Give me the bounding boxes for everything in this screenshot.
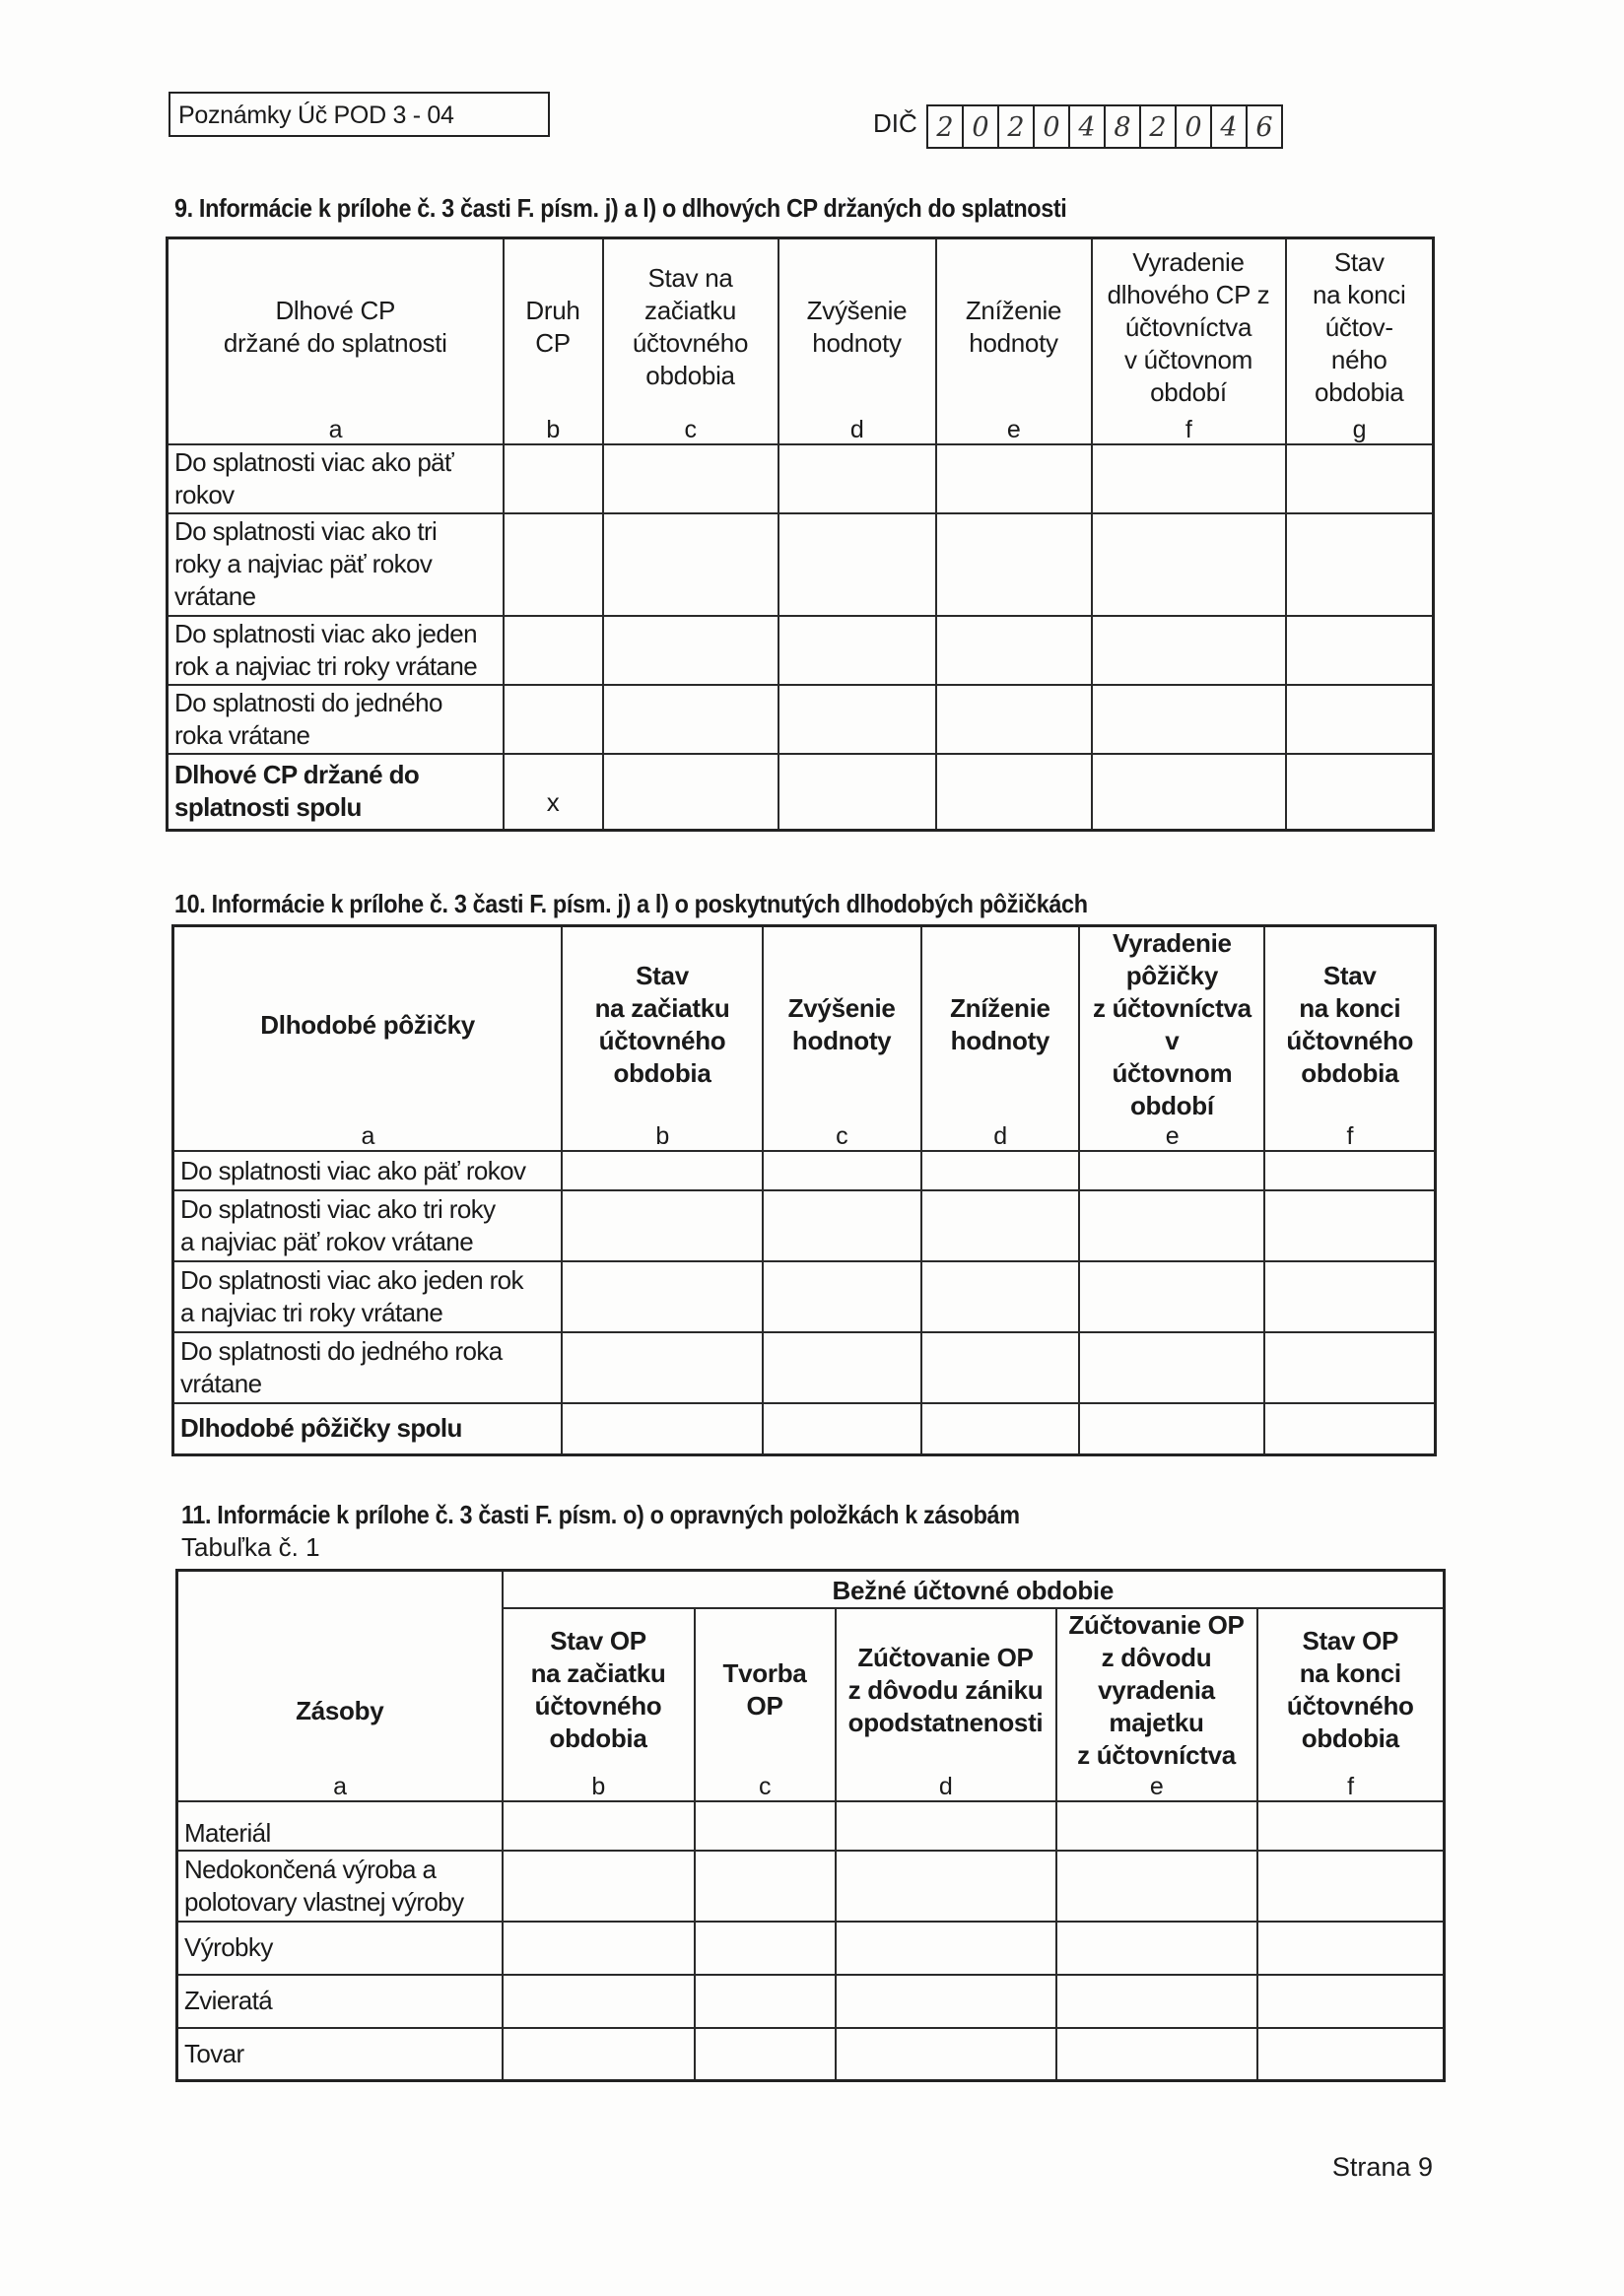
row-label: Do splatnosti do jedného roka vrátane xyxy=(173,1332,563,1403)
cell xyxy=(1286,685,1434,754)
row-label: Materiál xyxy=(177,1801,503,1851)
dic-label: DIČ xyxy=(873,108,917,138)
col-letter: f xyxy=(1264,1122,1435,1151)
cell xyxy=(1286,616,1434,685)
col-letter: a xyxy=(168,416,504,444)
col-header-disposal: Vyradenie dlhového CP z účtovníctva v účtovnom období xyxy=(1092,238,1286,416)
col-letter: e xyxy=(936,416,1092,444)
cell xyxy=(1286,444,1434,513)
cell xyxy=(503,1851,695,1922)
cell xyxy=(836,2028,1056,2081)
col-letter: d xyxy=(921,1122,1080,1151)
cell xyxy=(695,1851,836,1922)
cell xyxy=(695,1801,836,1851)
section-11-subtitle: Tabuľka č. 1 xyxy=(181,1532,320,1562)
row-label: Zvieratá xyxy=(177,1975,503,2028)
col-letter: c xyxy=(695,1772,836,1801)
cell xyxy=(562,1151,762,1190)
col-letter: f xyxy=(1257,1772,1445,1801)
cell xyxy=(504,685,603,754)
document-label: Poznámky Úč POD 3 - 04 xyxy=(178,101,454,129)
cell xyxy=(603,513,778,616)
page-number: Strana 9 xyxy=(1331,2152,1433,2182)
table-row xyxy=(177,2028,1445,2081)
table-row xyxy=(168,513,1434,616)
group-header-current-period: Bežné účtovné obdobie xyxy=(503,1571,1445,1608)
row-label: Tovar xyxy=(177,2028,503,2081)
col-letter: b xyxy=(504,416,603,444)
row-label: Do splatnosti viac ako tri roky a najviac päť rokov vrátane xyxy=(168,513,504,616)
cell xyxy=(836,1975,1056,2028)
col-header-start: Stav na začiatku účtovného obdobia xyxy=(603,238,778,416)
cell xyxy=(504,616,603,685)
cell xyxy=(1286,513,1434,616)
col-header-op-settlement-disposal: Zúčtovanie OP z dôvodu vyradenia majetku z účtovníctva xyxy=(1056,1608,1257,1772)
cell xyxy=(1264,1332,1435,1403)
dic-digit: 4 xyxy=(1212,106,1248,147)
cell xyxy=(1056,1801,1257,1851)
col-header-end: Stav na konci účtov- ného obdobia xyxy=(1286,238,1434,416)
col-header-op-end: Stav OP na konci účtovného obdobia xyxy=(1257,1608,1445,1772)
row-label: Do splatnosti viac ako jeden rok a najviac tri roky vrátane xyxy=(168,616,504,685)
cell xyxy=(1079,1332,1264,1403)
table-inventory-provisions xyxy=(175,1569,1446,2082)
cell xyxy=(562,1261,762,1332)
cell xyxy=(1056,2028,1257,2081)
cell xyxy=(1092,513,1286,616)
section-9-title: 9. Informácie k prílohe č. 3 časti F. písm. j) a l) o dlhových CP držaných do splatnosti xyxy=(174,193,1067,223)
col-letter: b xyxy=(503,1772,695,1801)
col-header-increase: Zvýšenie hodnoty xyxy=(778,238,936,416)
col-header-debt-cp: Dlhové CP držané do splatnosti xyxy=(168,238,504,416)
table-row xyxy=(168,685,1434,754)
cell xyxy=(1264,1261,1435,1332)
table-row xyxy=(177,1922,1445,1975)
cell xyxy=(503,2028,695,2081)
row-label: Nedokončená výroba a polotovary vlastnej výroby xyxy=(177,1851,503,1922)
section-11-title: 11. Informácie k prílohe č. 3 časti F. písm. o) o opravných položkách k zásobám xyxy=(181,1500,1020,1529)
cell xyxy=(1079,1190,1264,1261)
row-label: Do splatnosti viac ako jeden rok a najviac tri roky vrátane xyxy=(173,1261,563,1332)
table-row xyxy=(173,1190,1436,1261)
cell xyxy=(1092,685,1286,754)
col-letter: e xyxy=(1079,1122,1264,1151)
cell xyxy=(921,1151,1080,1190)
table-row xyxy=(177,1975,1445,2028)
cell xyxy=(1257,2028,1445,2081)
col-header-op-start: Stav OP na začiatku účtovného obdobia xyxy=(503,1608,695,1772)
cell xyxy=(1257,1922,1445,1975)
cell xyxy=(1257,1851,1445,1922)
row-label: Do splatnosti viac ako tri roky a najviac päť rokov vrátane xyxy=(173,1190,563,1261)
dic-digit: 2 xyxy=(1141,106,1177,147)
cell xyxy=(1264,1190,1435,1261)
col-letter: a xyxy=(173,1122,563,1151)
cell xyxy=(504,513,603,616)
table-debt-securities xyxy=(166,236,1435,832)
cell xyxy=(1092,616,1286,685)
col-header-disposal: Vyradenie pôžičky z účtovníctva v účtovnom období xyxy=(1079,926,1264,1123)
col-header-decrease: Zníženie hodnoty xyxy=(921,926,1080,1123)
cell xyxy=(1056,1851,1257,1922)
cell xyxy=(921,1332,1080,1403)
table-row xyxy=(177,1851,1445,1922)
col-header-op-creation: Tvorba OP xyxy=(695,1608,836,1772)
cell xyxy=(1092,444,1286,513)
cell xyxy=(1056,1922,1257,1975)
row-label-total: Dlhové CP držané do splatnosti spolu xyxy=(168,754,504,831)
row-label: Do splatnosti viac ako päť rokov xyxy=(173,1151,563,1190)
cell xyxy=(695,1975,836,2028)
col-header-end: Stav na konci účtovného obdobia xyxy=(1264,926,1435,1123)
cell xyxy=(778,616,936,685)
cell xyxy=(1264,1403,1435,1454)
cell xyxy=(504,444,603,513)
col-letter: g xyxy=(1286,416,1434,444)
cell xyxy=(936,616,1092,685)
cell xyxy=(778,444,936,513)
col-letter: b xyxy=(562,1122,762,1151)
col-letter: e xyxy=(1056,1772,1257,1801)
cell xyxy=(836,1922,1056,1975)
cell xyxy=(836,1801,1056,1851)
cell xyxy=(836,1851,1056,1922)
table-row-total xyxy=(168,754,1434,831)
cell xyxy=(778,754,936,831)
cell xyxy=(778,513,936,616)
table-row xyxy=(177,1801,1445,1851)
cell xyxy=(1056,1975,1257,2028)
cell xyxy=(1286,754,1434,831)
cell xyxy=(763,1151,921,1190)
cell xyxy=(936,685,1092,754)
dic-digit-boxes xyxy=(926,104,1283,149)
cell xyxy=(1079,1261,1264,1332)
col-header-start: Stav na začiatku účtovného obdobia xyxy=(562,926,762,1123)
cell xyxy=(1079,1151,1264,1190)
dic-digit: 6 xyxy=(1248,106,1283,147)
col-header-inventory: Zásoby xyxy=(177,1571,503,1772)
col-letter: a xyxy=(177,1772,503,1801)
col-letter: f xyxy=(1092,416,1286,444)
col-header-increase: Zvýšenie hodnoty xyxy=(763,926,921,1123)
cell xyxy=(936,513,1092,616)
cell xyxy=(603,754,778,831)
col-letter: d xyxy=(778,416,936,444)
cell xyxy=(603,616,778,685)
row-label-total: Dlhodobé pôžičky spolu xyxy=(173,1403,563,1454)
col-header-loans: Dlhodobé pôžičky xyxy=(173,926,563,1123)
table-row xyxy=(173,1151,1436,1190)
cell xyxy=(562,1332,762,1403)
cell xyxy=(1264,1151,1435,1190)
table-row xyxy=(168,616,1434,685)
cell xyxy=(695,2028,836,2081)
dic-digit: 2 xyxy=(999,106,1035,147)
section-10-title: 10. Informácie k prílohe č. 3 časti F. písm. j) a l) o poskytnutých dlhodobých pôžičkách xyxy=(174,889,1088,918)
table-row xyxy=(173,1332,1436,1403)
cell xyxy=(1257,1975,1445,2028)
dic-digit: 2 xyxy=(928,106,964,147)
col-letter: c xyxy=(603,416,778,444)
cell xyxy=(936,754,1092,831)
total-type-mark: x xyxy=(504,754,603,831)
cell xyxy=(763,1332,921,1403)
dic-digit: 0 xyxy=(1177,106,1212,147)
dic-digit: 0 xyxy=(1035,106,1070,147)
cell xyxy=(921,1190,1080,1261)
cell xyxy=(603,685,778,754)
cell xyxy=(1092,754,1286,831)
dic-digit: 0 xyxy=(964,106,999,147)
table-long-term-loans xyxy=(171,924,1437,1456)
cell xyxy=(921,1261,1080,1332)
cell xyxy=(503,1801,695,1851)
cell xyxy=(763,1190,921,1261)
col-header-op-settlement-lapse: Zúčtovanie OP z dôvodu zániku opodstatnenosti xyxy=(836,1608,1056,1772)
col-header-decrease: Zníženie hodnoty xyxy=(936,238,1092,416)
col-header-type: Druh CP xyxy=(504,238,603,416)
row-label: Do splatnosti viac ako päť rokov xyxy=(168,444,504,513)
cell xyxy=(778,685,936,754)
cell xyxy=(763,1403,921,1454)
cell xyxy=(763,1261,921,1332)
row-label: Do splatnosti do jedného roka vrátane xyxy=(168,685,504,754)
dic-digit: 8 xyxy=(1106,106,1141,147)
cell xyxy=(921,1403,1080,1454)
document-label-box xyxy=(169,92,550,137)
cell xyxy=(503,1922,695,1975)
cell xyxy=(1079,1403,1264,1454)
row-label: Výrobky xyxy=(177,1922,503,1975)
table-row xyxy=(168,444,1434,513)
col-letter: c xyxy=(763,1122,921,1151)
cell xyxy=(562,1190,762,1261)
cell xyxy=(936,444,1092,513)
cell xyxy=(1257,1801,1445,1851)
table-row-total xyxy=(173,1403,1436,1454)
col-letter: d xyxy=(836,1772,1056,1801)
cell xyxy=(695,1922,836,1975)
cell xyxy=(562,1403,762,1454)
cell xyxy=(603,444,778,513)
table-row xyxy=(173,1261,1436,1332)
dic-digit: 4 xyxy=(1070,106,1106,147)
cell xyxy=(503,1975,695,2028)
